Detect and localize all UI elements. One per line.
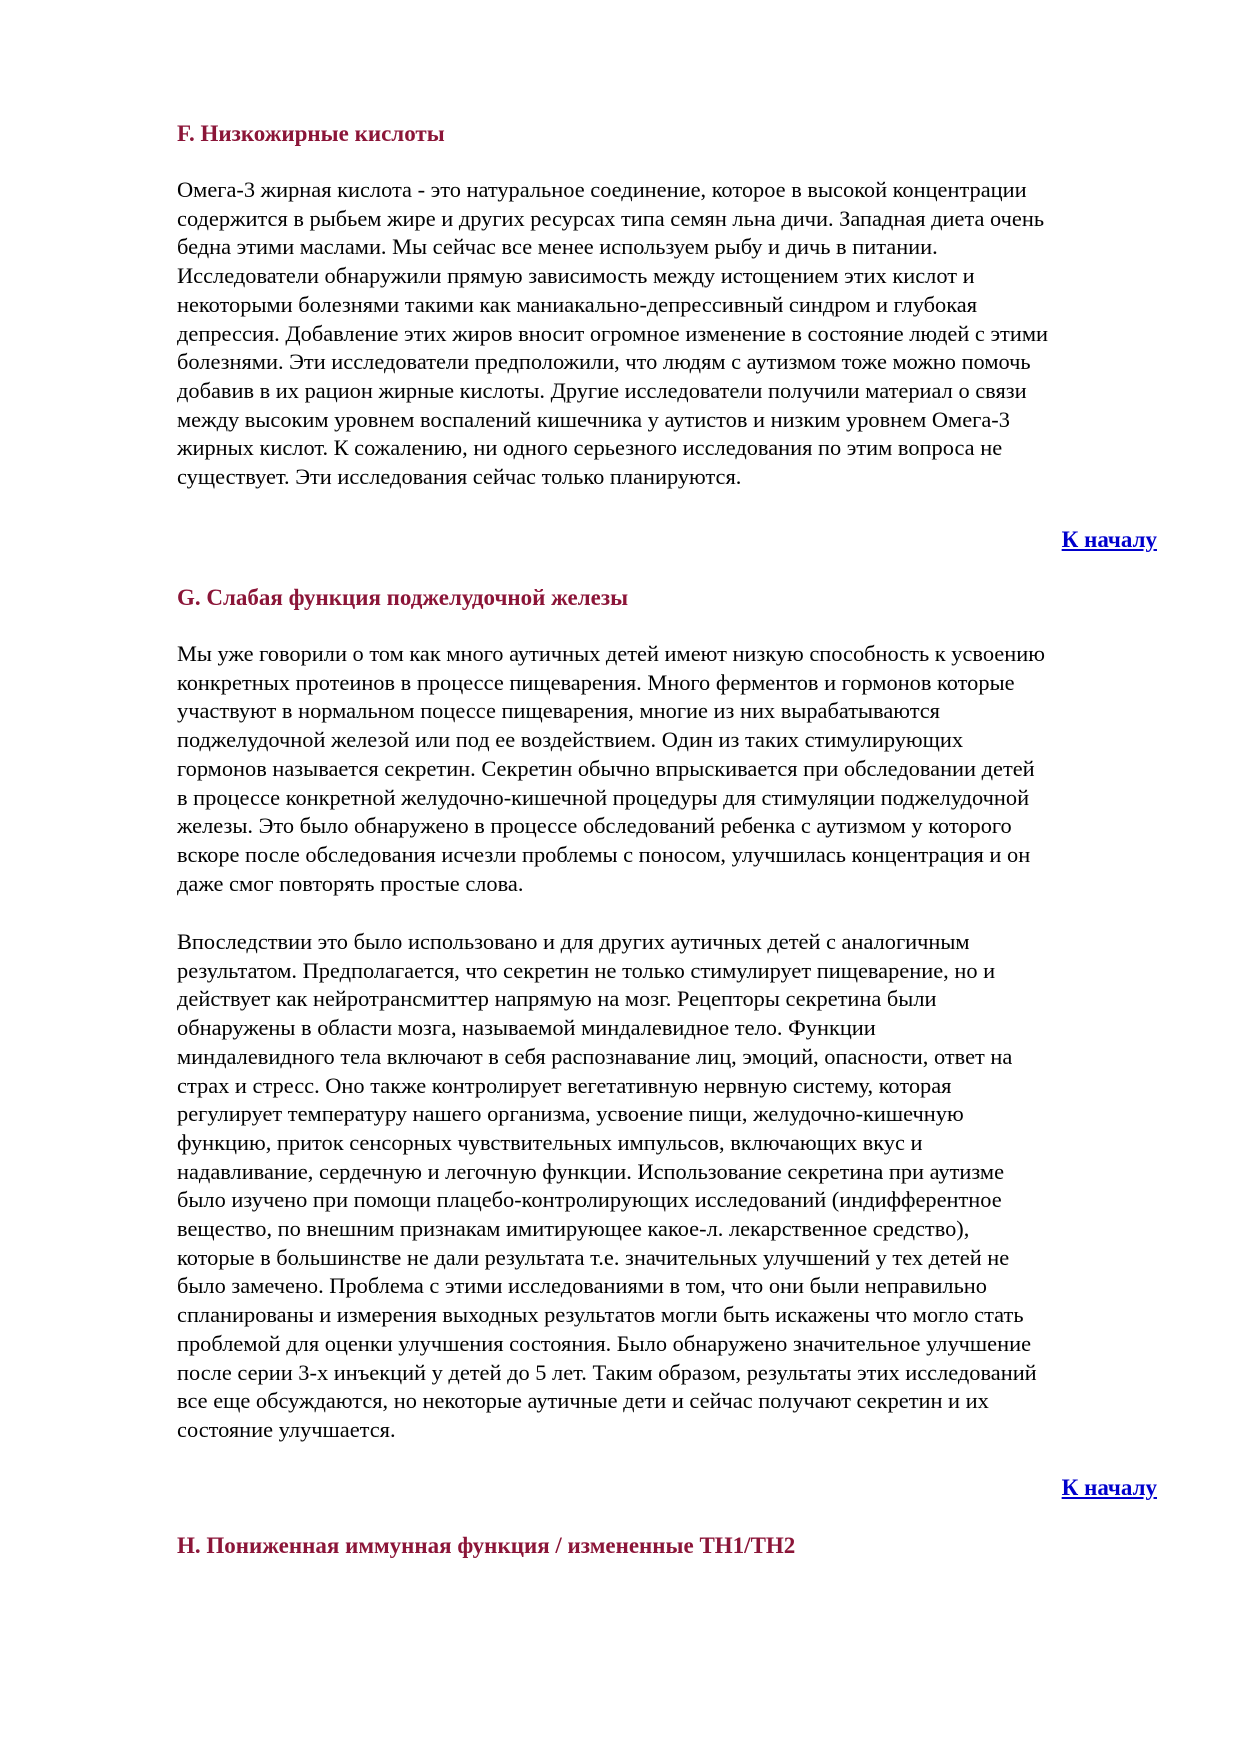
paragraph-line: функцию, приток сенсорных чувствительных импульсов, включающих вкус и — [177, 1129, 923, 1155]
section-h-heading: H. Пониженная иммунная функция / измененные TH1/TH2 — [177, 1533, 796, 1558]
paragraph-line: депрессия. Добавление этих жиров вносит огромное изменение в состояние людей с этими — [177, 320, 1048, 346]
paragraph-line: страх и стресс. Оно также контролирует вегетативную нервную систему, которая — [177, 1072, 952, 1098]
paragraph-line: действует как нейротрансмиттер напрямую на мозг. Рецепторы секретина были — [177, 986, 937, 1012]
paragraph-line: миндалевидного тела включают в себя распознавание лиц, эмоций, опасности, ответ на — [177, 1043, 1013, 1069]
section-g-paragraph-1 — [177, 640, 1162, 898]
paragraph-line: даже смог повторять простые слова. — [177, 870, 524, 896]
back-to-top-link[interactable]: К началу — [1061, 527, 1157, 552]
paragraph-line: участвуют в нормальном поцессе пищеварения, многие из них вырабатываются — [177, 698, 940, 724]
paragraph-line: между высоким уровнем воспалений кишечника у аутистов и низким уровнем Омега-3 — [177, 406, 1010, 432]
section-f-paragraph — [177, 176, 1162, 492]
paragraph-line: вскоре после обследования исчезли проблемы с поносом, улучшилась концентрация и он — [177, 841, 1031, 867]
paragraph-line: содержится в рыбьем жире и других ресурсах типа семян льна дичи. Западная диета очень — [177, 205, 1045, 231]
paragraph-line: Исследователи обнаружили прямую зависимость между истощением этих кислот и — [177, 263, 975, 289]
paragraph-line: проблемой для оценки улучшения состояния. Было обнаружено значительное улучшение — [177, 1330, 1032, 1356]
paragraph-line: которые в большинстве не дали результата т.е. значительных улучшений у тех детей не — [177, 1244, 1010, 1270]
paragraph-line: все еще обсуждаются, но некоторые аутичные дети и сейчас получают секретин и их — [177, 1388, 989, 1414]
paragraph-line: состояние улучшается. — [177, 1416, 396, 1442]
paragraph-line: спланированы и измерения выходных результатов могли быть искажены что могло стать — [177, 1302, 1024, 1328]
paragraph-line: регулирует температуру нашего организма, усвоение пищи, желудочно-кишечную — [177, 1101, 964, 1127]
section-f-heading: F. Низкожирные кислоты — [177, 121, 445, 146]
paragraph-line: было изучено при помощи плацебо-контролирующих исследований (индифферентное — [177, 1187, 1002, 1213]
paragraph-line: результатом. Предполагается, что секретин не только стимулирует пищеварение, но и — [177, 957, 996, 983]
paragraph-line: вещество, по внешним признакам имитирующее какое-л. лекарственное средство), — [177, 1216, 970, 1242]
paragraph-line: гормонов называется секретин. Секретин обычно впрыскивается при обследовании детей — [177, 755, 1035, 781]
paragraph-line: болезнями. Эти исследователи предположили, что людям с аутизмом тоже можно помочь — [177, 349, 1031, 375]
paragraph-line: конкретных протеинов в процессе пищеварения. Много ферментов и гормонов которые — [177, 669, 1015, 695]
paragraph-line: Впоследствии это было использовано и для других аутичных детей с аналогичным — [177, 929, 970, 954]
paragraph-line: некоторыми болезнями такими как маниакально-депрессивный синдром и глубокая — [177, 291, 978, 317]
paragraph-line: бедна этими маслами. Мы сейчас все менее используем рыбу и дичь в питании. — [177, 234, 938, 260]
paragraph-line: Омега-3 жирная кислота - это натуральное соединение, которое в высокой концентрации — [177, 177, 1027, 202]
back-to-top-link[interactable]: К началу — [1061, 1475, 1157, 1500]
section-g-heading: G. Слабая функция поджелудочной железы — [177, 585, 629, 610]
paragraph-line: после серии 3-х инъекций у детей до 5 лет. Таким образом, результаты этих исследований — [177, 1359, 1037, 1385]
paragraph-line: обнаружены в области мозга, называемой миндалевидное тело. Функции — [177, 1015, 876, 1041]
paragraph-line: добавив в их рацион жирные кислоты. Другие исследователи получили материал о связи — [177, 377, 1027, 403]
paragraph-line: было замечено. Проблема с этими исследованиями в том, что они были неправильно — [177, 1273, 987, 1299]
paragraph-line: Мы уже говорили о том как много аутичных детей имеют низкую способность к усвоению — [177, 641, 1045, 666]
paragraph-line: жирных кислот. К сожалению, ни одного серьезного исследования по этим вопроса не — [177, 435, 1003, 461]
paragraph-line: в процессе конкретной желудочно-кишечной процедуры для стимуляции поджелудочной — [177, 784, 1030, 810]
paragraph-line: поджелудочной железой или под ее воздействием. Один из таких стимулирующих — [177, 727, 964, 753]
paragraph-line: существует. Эти исследования сейчас только планируются. — [177, 464, 742, 490]
paragraph-line: железы. Это было обнаружено в процессе обследований ребенка с аутизмом у которого — [177, 813, 1012, 839]
section-g-paragraph-2 — [177, 928, 1162, 1445]
paragraph-line: надавливание, сердечную и легочную функции. Использование секретина при аутизме — [177, 1158, 1005, 1184]
